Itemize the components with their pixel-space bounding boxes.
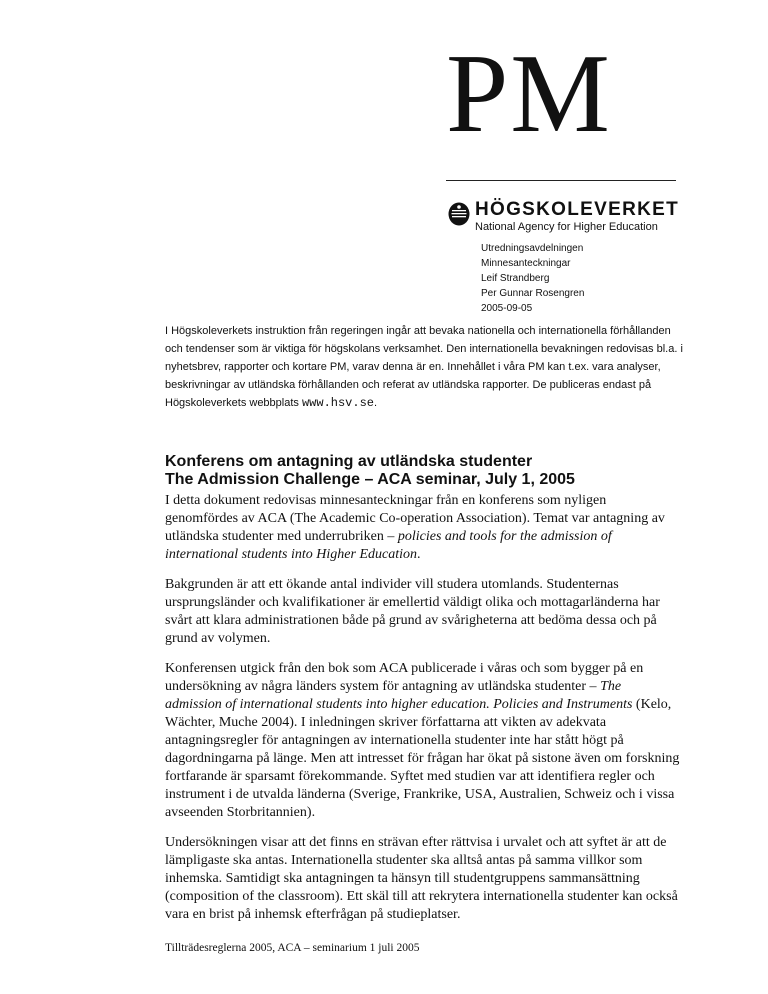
- paragraph-1-text: I detta dokument redovisas minnesanteckningar från en konferens som nyligen genomfördes av ACA (The Academic Co-operation Association). Temat var antagning av utländska studenter med underrubriken –: [165, 493, 665, 544]
- page-title: PM: [446, 32, 612, 156]
- body-text: [165, 492, 680, 936]
- paragraph-4: Undersökningen visar att det finns en strävan efter rättvisa i urvalet och att syftet är att de lämpligaste ska antas. Internationella studenter ska alltså antas på samma villkor som inhemska. Samtidigt ska antagningen ta hänsyn till studentgruppens sammansättning (composition of the classroom). Ett skäl till att rekrytera internationella studenter kan också vara en brist på inhemsk efterfrågan på studieplatser.: [165, 835, 678, 922]
- logo-name: HÖGSKOLEVERKET: [475, 199, 679, 220]
- agency-logo: [448, 200, 678, 240]
- paragraph-1-subtitle: policies and tools for the admission of international students into Higher Education: [165, 529, 612, 562]
- section-heading: [165, 453, 575, 489]
- page-footer: Tillträdesreglerna 2005, ACA – seminarium 1 juli 2005: [165, 942, 420, 954]
- intro-paragraph: [165, 322, 685, 412]
- logo-subtitle: National Agency for Higher Education: [475, 221, 658, 233]
- intro-end: .: [373, 397, 378, 409]
- paragraph-3-text: Konferensen utgick från den bok som ACA publicerade i våras och som bygger på en undersökning av några länders system för antagning av utländska studenter –: [165, 661, 644, 694]
- heading-line-1: Konferens om antagning av utländska studenter: [165, 453, 533, 470]
- website-link[interactable]: www.hsv.se: [301, 396, 374, 410]
- meta-author-2: Per Gunnar Rosengren: [481, 288, 585, 299]
- paragraph-3: [165, 660, 680, 822]
- heading-line-2: The Admission Challenge – ACA seminar, July 1, 2005: [165, 471, 575, 488]
- meta-doc-type: Minnesanteckningar: [481, 258, 571, 269]
- paragraph-1: [165, 492, 680, 564]
- paragraph-2: Bakgrunden är att ett ökande antal individer vill studera utomlands. Studenternas ursprungsländer och kvalifikationer är emellertid väldigt olika och mottagarländerna har svårt att klara administrationen både på grund av svårigheterna att bedöma dessa och på grund av volymen.: [165, 577, 660, 646]
- intro-text: I Högskoleverkets instruktion från regeringen ingår att bevaka nationella och internationella förhållanden och tendenser som är viktiga för högskolans verksamhet. Den internationella bevakningen redovisas bl.a. i nyhetsbrev, rapporter och kortare PM, varav denna är en. Innehållet i våra PM kan t.ex. vara analyser, beskrivningar av utländska förhållanden och referat av utländska rapporter. De publiceras endast på Högskoleverkets webbplats: [165, 325, 683, 409]
- meta-date: 2005-09-05: [481, 303, 533, 314]
- paragraph-1-end: .: [417, 547, 421, 562]
- document-meta: [481, 241, 584, 316]
- meta-department: Utredningsavdelningen: [481, 243, 584, 254]
- paragraph-3-book-title: The admission of international students into higher education. Policies and Instruments: [165, 679, 633, 712]
- seal-icon: [448, 202, 470, 226]
- meta-author-1: Leif Strandberg: [481, 273, 550, 284]
- paragraph-3-rest: (Kelo, Wächter, Muche 2004). I inledningen skriver författarna att vikten av adekvata antagningsregler för antagningen av internationella studenter inte har stått högt på dagordningarna på länge. Men att intresset för frågan har ökat på sistone även om forskning fortfarande är sparsamt förekommande. Syftet med studien var att identifiera regler och instrument i de utvalda länderna (Sverige, Frankrike, USA, Australien, Schweiz och i vissa avseenden Storbritannien).: [165, 697, 680, 820]
- header-divider: [446, 180, 676, 181]
